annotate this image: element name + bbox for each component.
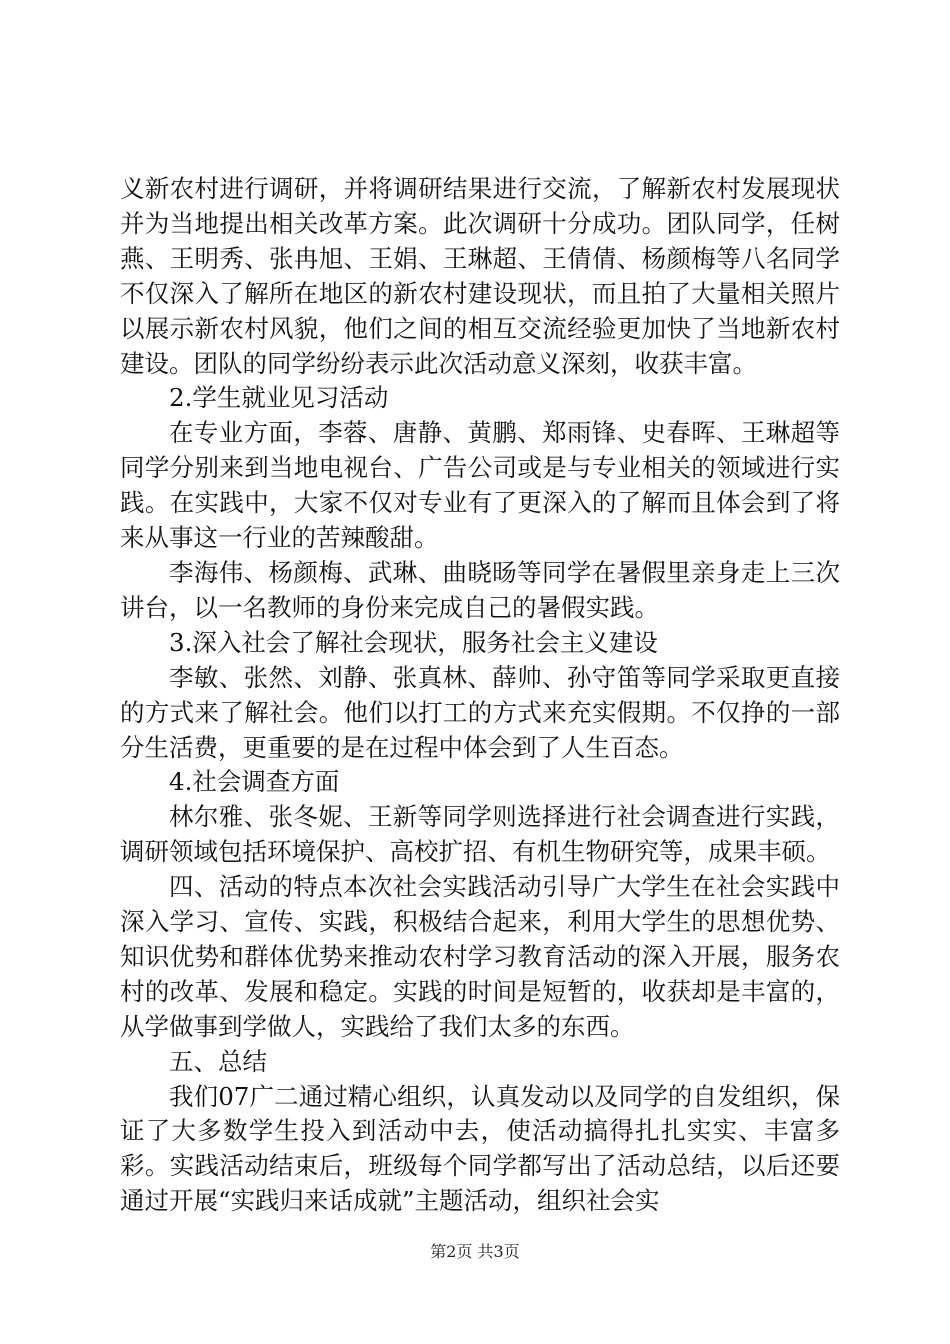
- paragraph: 义新农村进行调研，并将调研结果进行交流，了解新农村发展现状并为当地提出相关改革方案。此次调研十分成功。团队同学，任树燕、王明秀、张冉旭、王娟、王琳超、王倩倩、杨颜梅等八名同学不仅深入了解所在地区的新农村建设现状，而且拍了大量相关照片以展示新农村风貌，他们之间的相互交流经验更加快了当地新农村建设。团队的同学纷纷表示此次活动意义深刻，收获丰富。: [120, 174, 840, 378]
- paragraph: 李敏、张然、刘静、张真林、薛帅、孙守笛等同学采取更直接的方式来了解社会。他们以打工的方式来充实假期。不仅挣的一部分生活费，更重要的是在过程中体会到了人生百态。: [120, 662, 840, 762]
- section-heading: 五、总结: [169, 1046, 267, 1076]
- paragraph: 在专业方面，李蓉、唐静、黄鹏、郑雨锋、史春晖、王琳超等同学分别来到当地电视台、广告公司或是与专业相关的领域进行实践。在实践中，大家不仅对专业有了更深入的了解而且体会到了将来从事这一行业的苦辣酸甜。: [120, 418, 840, 553]
- paragraph: 四、活动的特点本次社会实践活动引导广大学生在社会实践中深入学习、宣传、实践，积极结合起来，利用大学生的思想优势、知识优势和群体优势来推动农村学习教育活动的深入开展，服务农村的改革、发展和稳定。实践的时间是短暂的，收获却是丰富的，从学做事到学做人，实践给了我们太多的东西。: [120, 872, 840, 1041]
- paragraph: 李海伟、杨颜梅、武琳、曲晓旸等同学在暑假里亲身走上三次讲台，以一名教师的身份来完成自己的暑假实践。: [120, 557, 840, 622]
- paragraph: 林尔雅、张冬妮、王新等同学则选择进行社会调查进行实践，调研领域包括环境保护、高校扩招、有机生物研究等，成果丰硕。: [120, 802, 840, 867]
- section-heading: 4.社会调查方面: [169, 767, 340, 797]
- document-body: [120, 172, 840, 1219]
- page-number-footer: 第2页 共3页: [430, 1242, 520, 1261]
- section-heading: 2.学生就业见习活动: [169, 383, 389, 413]
- paragraph: 我们07广二通过精心组织，认真发动以及同学的自发组织，保证了大多数学生投入到活动中去，使活动搞得扎扎实实、丰富多彩。实践活动结束后，班级每个同学都写出了活动总结，以后还要通过开展“实践归来话成就”主题活动，组织社会实: [120, 1081, 840, 1216]
- section-heading: 3.深入社会了解社会现状，服务社会主义建设: [169, 627, 658, 657]
